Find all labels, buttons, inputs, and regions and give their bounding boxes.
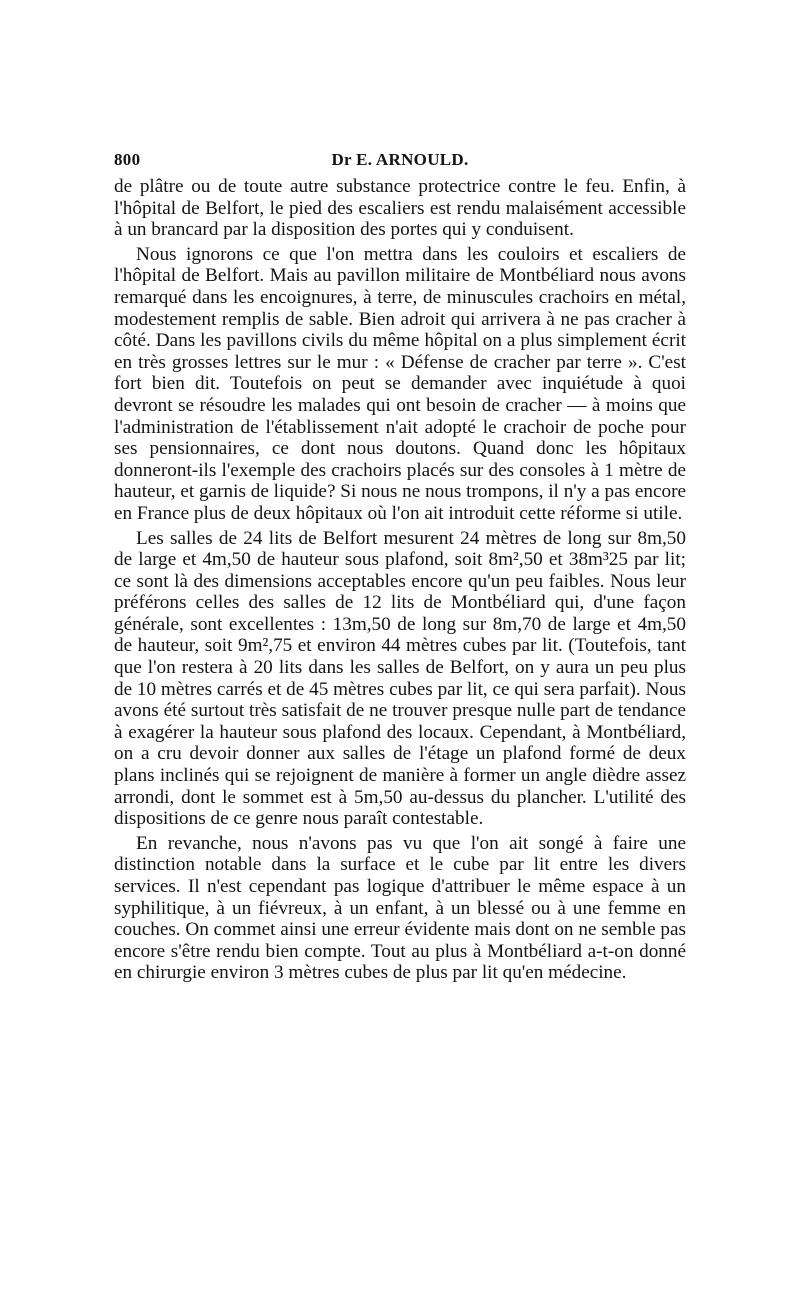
paragraph-services-distinction: En revanche, nous n'avons pas vu que l'on ait songé à faire une distinction notable dans la surface et le cube par lit entre les divers services. Il n'est cependant pas logique d'attribuer le même espace à un syphilitique, à un fiévreux, à un enfant, à un blessé ou à une femme en couches. On commet ainsi une erreur évidente mais dont on ne semble pas encore s'être rendu bien compte. Tout au plus à Montbéliard a-t-on donné en chirurgie environ 3 mètres cubes de plus par lit qu'en médecine.: [114, 832, 686, 984]
page-number: 800: [114, 150, 141, 169]
running-head: [114, 150, 686, 176]
document-page: [114, 150, 686, 984]
running-head-author: Dr E. ARNOULD.: [331, 150, 469, 169]
paragraph-salles-dimensions: Les salles de 24 lits de Belfort mesurent 24 mètres de long sur 8m,50 de large et 4m,50 de hauteur sous plafond, soit 8m²,50 et 38m³25 par lit; ce sont là des dimensions acceptables encore qu'un peu faibles. Nous leur préférons celles des salles de 12 lits de Montbéliard qui, d'une façon générale, sont excellentes : 13m,50 de long sur 8m,70 de large et 4m,50 de hauteur, soit 9m²,75 et environ 44 mètres cubes par lit. (Toutefois, tant que l'on restera à 20 lits dans les salles de Belfort, on y aura un peu plus de 10 mètres carrés et de 45 mètres cubes par lit, ce qui sera parfait). Nous avons été surtout très satisfait de ne trouver presque nulle part de tendance à exagérer la hauteur sous plafond des locaux. Cependant, à Montbéliard, on a cru devoir donner aux salles de l'étage un plafond formé de deux plans inclinés qui se rejoignent de manière à former un angle dièdre assez arrondi, dont le sommet est à 5m,50 au-dessus du plancher. L'utilité des dispositions de ce genre nous paraît contestable.: [114, 527, 686, 830]
paragraph-crachoirs: Nous ignorons ce que l'on mettra dans les couloirs et escaliers de l'hôpital de Belfort. Mais au pavillon militaire de Montbéliard nous avons remarqué dans les encoignures, à terre, de minuscules crachoirs en métal, modestement remplis de sable. Bien adroit qui arrivera à ne pas cracher à côté. Dans les pavillons civils du même hôpital on a plus simplement écrit en très grosses lettres sur le mur : « Défense de cracher par terre ». C'est fort bien dit. Toutefois on peut se demander avec inquiétude à quoi devront se résoudre les malades qui ont besoin de cracher — à moins que l'administration de l'établissement n'ait adopté le crachoir de poche pour ses pensionnaires, ce dont nous doutons. Quand donc les hôpitaux donneront-ils l'exemple des crachoirs placés sur des consoles à 1 mètre de hauteur, et garnis de liquide? Si nous ne nous trompons, il n'y a pas encore en France plus de deux hôpitaux où l'on ait introduit cette réforme si utile.: [114, 243, 686, 524]
body-text: [114, 176, 686, 984]
paragraph-continuation: de plâtre ou de toute autre substance protectrice contre le feu. Enfin, à l'hôpital de Belfort, le pied des escaliers est rendu malaisément accessible à un brancard par la disposition des portes qui y conduisent.: [114, 176, 686, 241]
